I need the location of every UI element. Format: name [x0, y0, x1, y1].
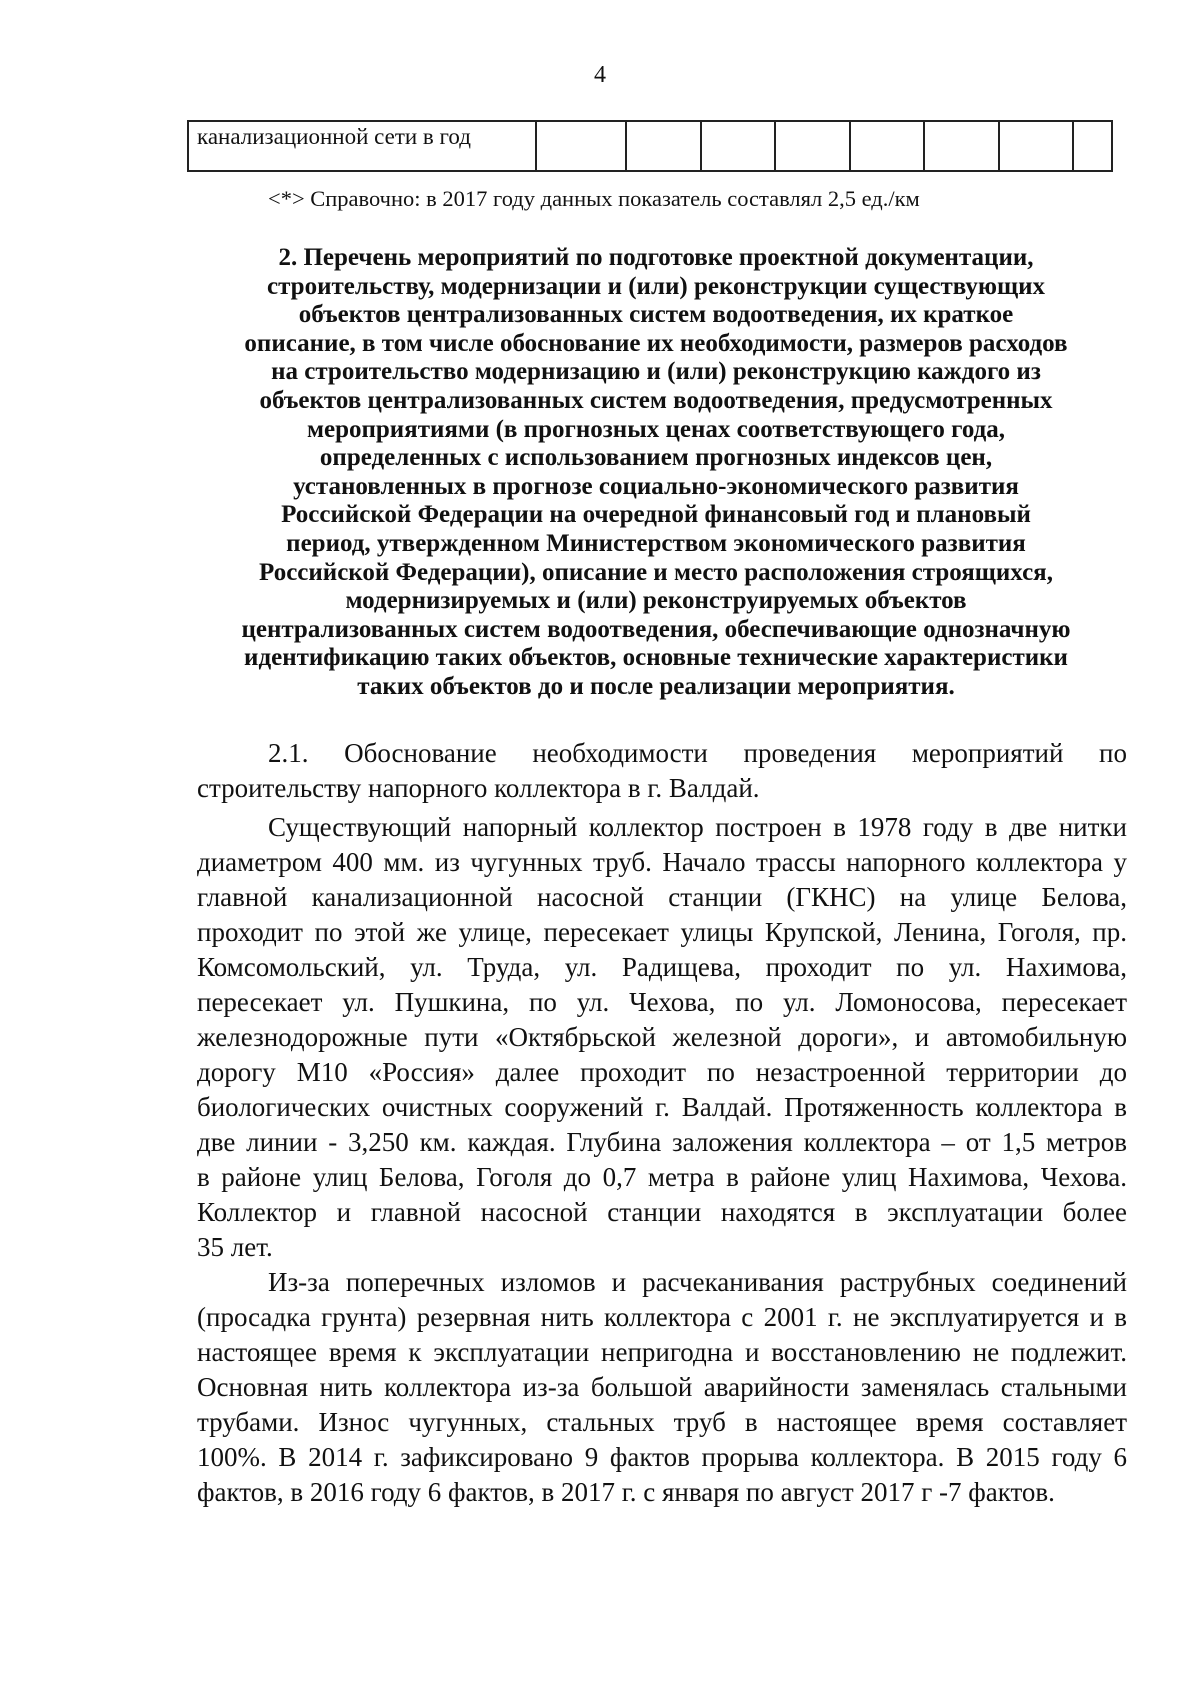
heading-line: установленных в прогнозе социально-экономического развития — [293, 472, 1019, 500]
text-line: 100%. В 2014 г. зафиксировано 9 фактов прорыва коллектора. В 2015 году 6 — [197, 1442, 1127, 1472]
table-row — [188, 121, 1112, 171]
page-number: 4 — [594, 62, 606, 88]
text-line: настоящее время к эксплуатации непригодна и восстановлению не подлежит. — [197, 1337, 1127, 1367]
text-line: Существующий напорный коллектор построен в 1978 году в две нитки — [268, 812, 1127, 842]
heading-line: таких объектов до и после реализации мероприятия. — [357, 672, 955, 700]
text-line: трубами. Износ чугунных, стальных труб в настоящее время составляет — [197, 1407, 1127, 1437]
heading-line: строительству, модернизации и (или) реконструкции существующих — [267, 272, 1045, 300]
table-cell-empty — [924, 121, 999, 171]
text-line: строительству напорного коллектора в г. Валдай. — [197, 773, 760, 803]
text-line: 35 лет. — [197, 1232, 273, 1262]
text-line: проходит по этой же улице, пересекает улицы Крупской, Ленина, Гоголя, пр. — [197, 917, 1127, 947]
heading-line: Российской Федерации), описание и место расположения строящихся, — [259, 558, 1053, 586]
text-line: 2.1. Обоснование необходимости проведения мероприятий по — [268, 738, 1127, 768]
heading-line: 2. Перечень мероприятий по подготовке проектной документации, — [278, 244, 1034, 271]
text-line: диаметром 400 мм. из чугунных труб. Начало трассы напорного коллектора у — [197, 847, 1127, 877]
text-line: две линии - 3,250 км. каждая. Глубина заложения коллектора – от 1,5 метров — [197, 1127, 1127, 1157]
table-cell-empty — [999, 121, 1073, 171]
heading-line: определенных с использованием прогнозных индексов цен, — [319, 444, 993, 472]
paragraph — [197, 810, 1127, 1265]
text-line: фактов, в 2016 году 6 фактов, в 2017 г. с января по август 2017 г -7 фактов. — [197, 1477, 1055, 1507]
text-line: Основная нить коллектора из-за большой аварийности заменялась стальными — [197, 1372, 1127, 1402]
text-line: биологических очистных сооружений г. Валдай. Протяженность коллектора в — [197, 1092, 1127, 1122]
heading-line: описание, в том числе обоснование их необходимости, размеров расходов — [244, 329, 1068, 357]
table-cell-empty — [775, 121, 850, 171]
heading-line: мероприятиями (в прогнозных ценах соответствующего года, — [306, 415, 1006, 443]
paragraph — [197, 1265, 1127, 1510]
table-cell-empty — [1073, 121, 1112, 171]
heading-line: объектов централизованных систем водоотведения, их краткое — [298, 301, 1014, 329]
table-cell-empty — [701, 121, 775, 171]
table-cell-empty — [626, 121, 701, 171]
text-line: пересекает ул. Пушкина, по ул. Чехова, по ул. Ломоносова, пересекает — [197, 987, 1127, 1017]
text-line: Комсомольский, ул. Труда, ул. Радищева, проходит по ул. Нахимова, — [197, 952, 1127, 982]
text-line: в районе улиц Белова, Гоголя до 0,7 метра в районе улиц Нахимова, Чехова. — [197, 1162, 1127, 1192]
heading-line: Российской Федерации на очередной финансовый год и плановый — [281, 501, 1031, 529]
heading-line: объектов централизованных систем водоотведения, предусмотренных — [259, 386, 1053, 414]
heading-line: идентификацию таких объектов, основные технические характеристики — [244, 644, 1068, 672]
section-heading — [187, 244, 1125, 702]
text-line: Из-за поперечных изломов и расчеканивания раструбных соединений — [268, 1267, 1127, 1297]
indicator-table — [187, 120, 1113, 172]
table-cell-empty — [536, 121, 626, 171]
table-cell-empty — [850, 121, 924, 171]
text-line: железнодорожные пути «Октябрьской железной дороги», и автомобильную — [197, 1022, 1127, 1052]
body-text — [197, 736, 1127, 1510]
heading-line: период, утвержденном Министерством экономического развития — [286, 529, 1026, 557]
text-line: главной канализационной насосной станции (ГКНС) на улице Белова, — [197, 882, 1127, 912]
text-line: дорогу М10 «Россия» далее проходит по незастроенной территории до — [197, 1057, 1127, 1087]
paragraph — [197, 736, 1127, 806]
footnote: <*> Справочно: в 2017 году данных показатель составлял 2,5 ед./км — [268, 186, 920, 211]
heading-line: модернизируемых и (или) реконструируемых объектов — [345, 587, 967, 615]
heading-line: централизованных систем водоотведения, обеспечивающие однозначную — [241, 615, 1071, 643]
heading-line: на строительство модернизацию и (или) реконструкцию каждого из — [271, 358, 1041, 386]
text-line: Коллектор и главной насосной станции находятся в эксплуатации более — [197, 1197, 1127, 1227]
table-cell-label: канализационной сети в год — [188, 121, 536, 171]
text-line: (просадка грунта) резервная нить коллектора с 2001 г. не эксплуатируется и в — [197, 1302, 1127, 1332]
